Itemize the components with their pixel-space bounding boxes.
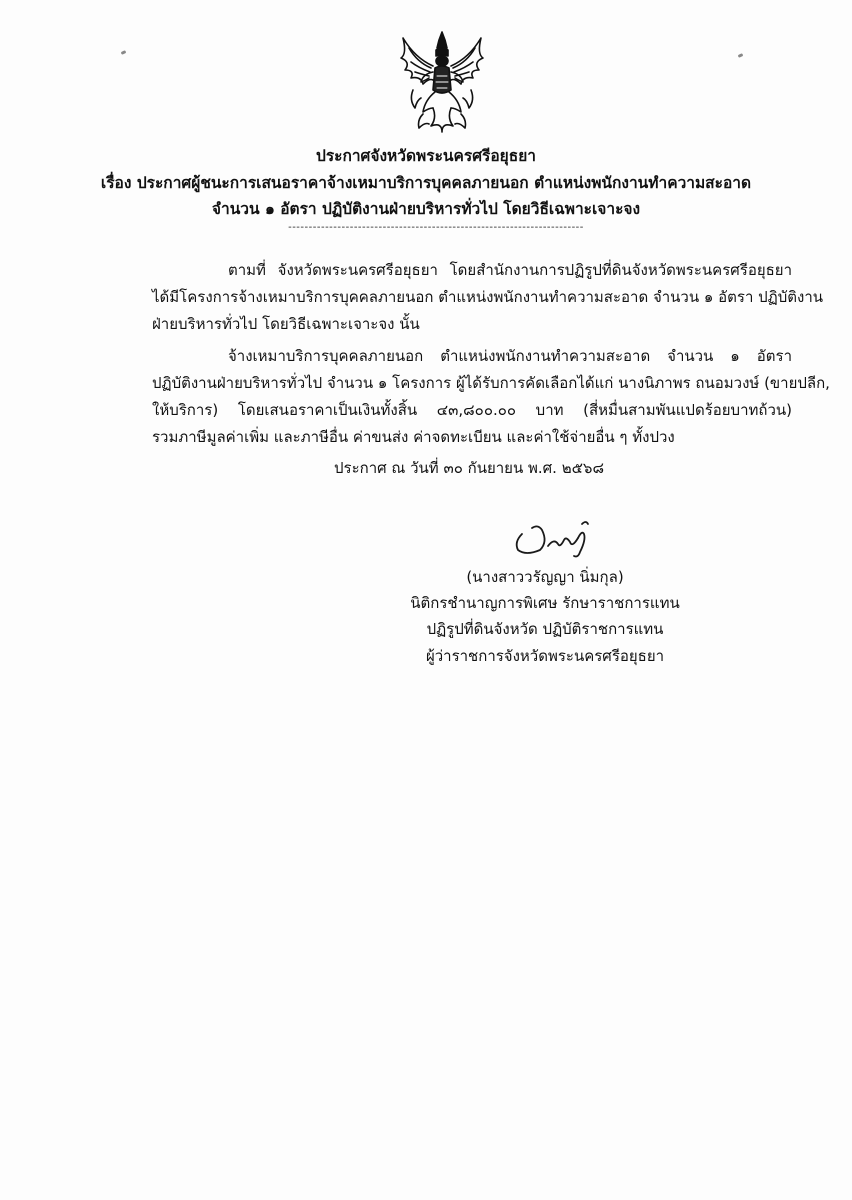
paragraph-line: ฝ่ายบริหารทั่วไป โดยวิธีเฉพาะเจาะจง นั้น — [152, 315, 420, 333]
document-subject-continued: จำนวน ๑ อัตรา ปฏิบัติงานฝ่ายบริหารทั่วไป โดยวิธีเฉพาะเจาะจง — [211, 200, 641, 218]
handwritten-signature-icon — [508, 512, 596, 562]
garuda-emblem-icon — [393, 28, 491, 136]
signer-position: ปฏิรูปที่ดินจังหวัด ปฏิบัติราชการแทน — [426, 620, 664, 638]
announce-date: ประกาศ ณ วันที่ ๓๐ กันยายน พ.ศ. ๒๕๖๘ — [334, 459, 605, 477]
paragraph-line: รวมภาษีมูลค่าเพิ่ม และภาษีอื่น ค่าขนส่ง ค่าจดทะเบียน และค่าใช้จ่ายอื่น ๆ ทั้งปวง — [152, 428, 675, 446]
paragraph-line: ปฏิบัติงานฝ่ายบริหารทั่วไป จำนวน ๑ โครงการ ผู้ได้รับการคัดเลือกได้แก่ นางนิภาพร ถนอมวงษ์ (ขายปลีก, — [152, 374, 830, 392]
document-subject: เรื่อง ประกาศผู้ชนะการเสนอราคาจ้างเหมาบริการบุคคลภายนอก ตำแหน่งพนักงานทำความสะอาด — [100, 174, 752, 192]
document-title: ประกาศจังหวัดพระนครศรีอยุธยา — [315, 147, 536, 165]
scan-speck — [738, 53, 744, 58]
body-paragraph-1 — [152, 257, 824, 338]
paragraph-line: ให้บริการ) โดยเสนอราคาเป็นเงินทั้งสิ้น ๔๓,๘๐๐.๐๐ บาท (สี่หมื่นสามพันแปดร้อยบาทถ้วน) — [152, 401, 792, 419]
signer-position: นิติกรชำนาญการพิเศษ รักษาราชการแทน — [410, 594, 680, 612]
paragraph-line: ได้มีโครงการจ้างเหมาบริการบุคคลภายนอก ตำแหน่งพนักงานทำความสะอาด จำนวน ๑ อัตรา ปฏิบัติงาน — [152, 288, 824, 306]
scan-speck — [121, 50, 127, 55]
body-paragraph-2 — [152, 343, 830, 451]
signer-name: (นางสาววรัญญา นิ่มกุล) — [466, 568, 624, 586]
header-divider: ------------------------------------------------------------------------ — [288, 222, 584, 233]
paragraph-line: ตามที่ จังหวัดพระนครศรีอยุธยา โดยสำนักงานการปฏิรูปที่ดินจังหวัดพระนครศรีอยุธยา — [228, 261, 792, 279]
paragraph-line: จ้างเหมาบริการบุคคลภายนอก ตำแหน่งพนักงานทำความสะอาด จำนวน ๑ อัตรา — [228, 347, 792, 365]
signer-position: ผู้ว่าราชการจังหวัดพระนครศรีอยุธยา — [425, 647, 665, 665]
